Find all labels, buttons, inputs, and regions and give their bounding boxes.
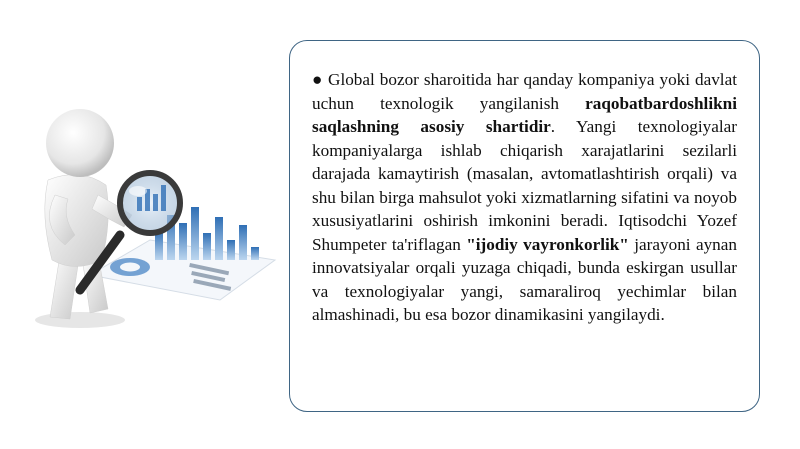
paragraph-emphasis-1: raqobatbardoshlikni saqlashning asosiy shartidir (312, 93, 737, 136)
person-figure (35, 109, 132, 328)
analyst-illustration (20, 95, 280, 335)
paragraph-text-2: . Yangi texnologiyalar kompaniyalarga ishlab chiqarish xarajatlarini sezilarli darajada kamaytirish (masalan, avtomatlashtirish orqali) va shu bilan birga mahsulot yoki xizmatlarning sifatini va noyob xususiyatlarini oshirish imkonini beradi. Iqtisodchi Yozef Shumpeter ta'riflagan (312, 117, 737, 254)
bullet-icon: ● (312, 70, 324, 89)
paragraph-text-3: jarayoni aynan innovatsiyalar orqali yuzaga chiqadi, bunda eskirgan usullar va texnologiyalar yangi, samaraliroq yechimlar bilan almashinadi, bu esa bozor dinamikasini yangilaydi. (312, 234, 737, 324)
paragraph-emphasis-2: "ijodiy vayronkorlik" (466, 234, 629, 254)
body-paragraph (312, 68, 737, 327)
text-card (289, 40, 760, 412)
analyst-with-magnifier-icon (20, 95, 280, 335)
paragraph-text-1: Global bozor sharoitida har qanday kompaniya yoki davlat uchun texnologik yangilanish (312, 70, 737, 113)
